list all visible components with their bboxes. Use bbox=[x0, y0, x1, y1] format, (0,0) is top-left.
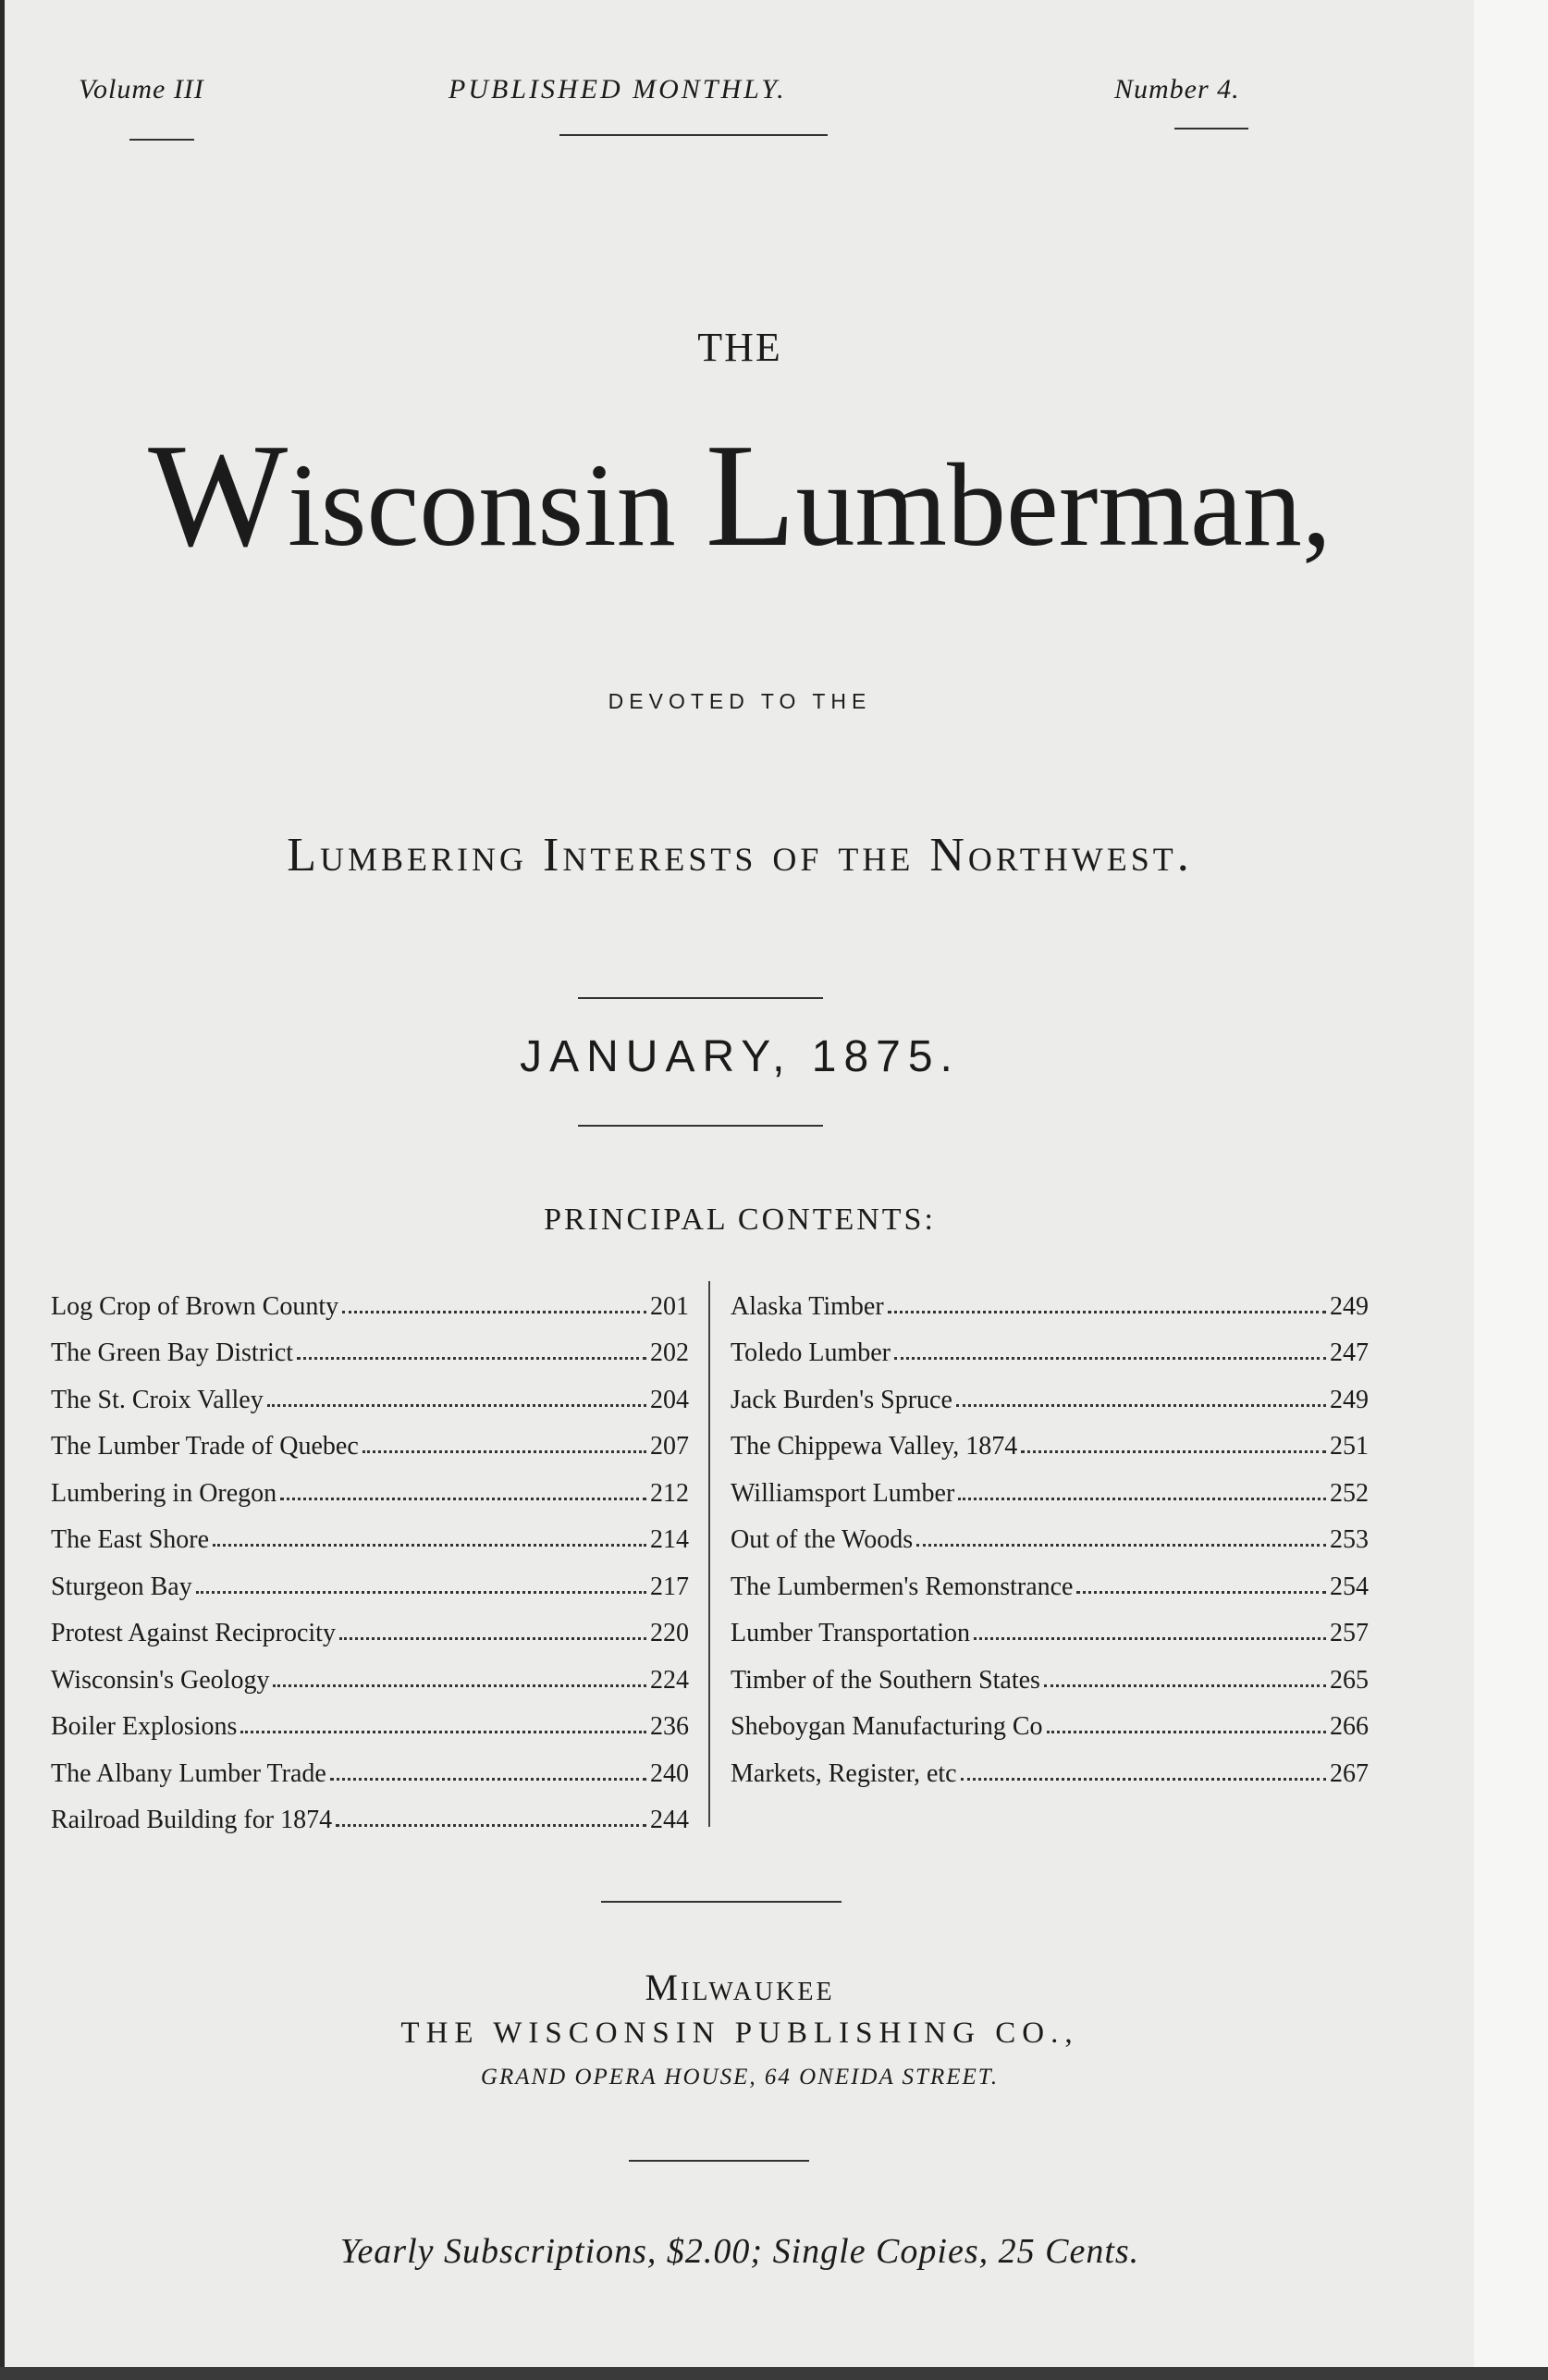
contents-entry-title: The East Shore bbox=[51, 1525, 210, 1554]
contents-entry bbox=[51, 1602, 689, 1649]
subscription-prices: Yearly Subscriptions, $2.00; Single Copies, 25 Cents. bbox=[339, 2232, 1140, 2271]
contents-entry bbox=[731, 1648, 1369, 1696]
contents-dot-leader bbox=[1021, 1450, 1326, 1453]
contents-entry bbox=[731, 1602, 1369, 1649]
page-bottom-edge bbox=[0, 2367, 1548, 2380]
contents-entry-page: 207 bbox=[650, 1432, 689, 1461]
contents-entry-page: 204 bbox=[650, 1385, 689, 1414]
contents-entry-title: Williamsport Lumber bbox=[731, 1478, 955, 1508]
contents-entry-title: The Chippewa Valley, 1874 bbox=[731, 1432, 1018, 1461]
issue-date: JANUARY, 1875. bbox=[520, 1032, 960, 1081]
contents-dot-leader bbox=[267, 1404, 646, 1407]
contents-entry-page: 267 bbox=[1330, 1758, 1369, 1788]
contents-dot-leader bbox=[342, 1311, 646, 1313]
contents-entry bbox=[731, 1742, 1369, 1789]
publisher-name: THE WISCONSIN PUBLISHING CO., bbox=[400, 2016, 1079, 2050]
contents-entry-page: 244 bbox=[650, 1806, 689, 1834]
date-rule-bottom bbox=[578, 1125, 823, 1127]
contents-entry bbox=[51, 1461, 689, 1509]
contents-entry-page: 212 bbox=[650, 1478, 689, 1508]
contents-dot-leader bbox=[974, 1637, 1326, 1640]
contents-entry-page: 236 bbox=[650, 1712, 689, 1741]
magazine-title bbox=[0, 413, 1480, 577]
contents-entry-title: Wisconsin's Geology bbox=[51, 1665, 270, 1695]
contents-entry-title: The Green Bay District bbox=[51, 1338, 294, 1367]
contents-entry-title: Toledo Lumber bbox=[731, 1338, 891, 1367]
volume-underline bbox=[129, 139, 194, 141]
contents-entry bbox=[51, 1555, 689, 1602]
publisher-address: GRAND OPERA HOUSE, 64 ONEIDA STREET. bbox=[480, 2065, 1000, 2090]
contents-entry bbox=[731, 1696, 1369, 1743]
contents-entry-page: 247 bbox=[1330, 1338, 1369, 1367]
contents-entry bbox=[51, 1509, 689, 1556]
contents-entry-title: Lumber Transportation bbox=[731, 1619, 970, 1647]
publication-frequency: PUBLISHED MONTHLY. bbox=[448, 74, 787, 105]
contents-entry-title: Log Crop of Brown County bbox=[51, 1291, 339, 1321]
contents-entry bbox=[51, 1275, 689, 1322]
contents-dot-leader bbox=[339, 1637, 646, 1640]
imprint-rule bbox=[601, 1901, 842, 1903]
contents-entry-title: The Lumbermen's Remonstrance bbox=[731, 1572, 1074, 1601]
title-initial-l: L bbox=[705, 413, 796, 577]
contents-entry-title: Sheboygan Manufacturing Co bbox=[731, 1712, 1043, 1741]
contents-entry bbox=[51, 1368, 689, 1415]
issue-number: Number 4. bbox=[1114, 74, 1240, 105]
contents-left-column bbox=[51, 1275, 689, 1835]
contents-entry bbox=[51, 1696, 689, 1743]
title-word-wisconsin: isconsin bbox=[288, 439, 706, 571]
contents-dot-leader bbox=[956, 1404, 1326, 1407]
contents-dot-leader bbox=[1047, 1731, 1327, 1733]
title-word-lumberman: umberman, bbox=[795, 439, 1332, 571]
contents-entry-page: 257 bbox=[1330, 1619, 1369, 1647]
contents-entry-page: 224 bbox=[650, 1665, 689, 1695]
contents-entry-page: 202 bbox=[650, 1338, 689, 1367]
contents-entry-title: Markets, Register, etc bbox=[731, 1758, 957, 1788]
contents-entry-page: 252 bbox=[1330, 1478, 1369, 1508]
contents-entry bbox=[731, 1555, 1369, 1602]
contents-entry bbox=[731, 1322, 1369, 1369]
contents-entry-page: 217 bbox=[650, 1572, 689, 1601]
contents-entry-page: 201 bbox=[650, 1291, 689, 1321]
page-right-margin bbox=[1474, 0, 1548, 2380]
contents-entry-page: 220 bbox=[650, 1619, 689, 1647]
contents-entry-page: 266 bbox=[1330, 1712, 1369, 1741]
contents-entry bbox=[731, 1368, 1369, 1415]
contents-entry-title: Jack Burden's Spruce bbox=[731, 1385, 952, 1414]
contents-entry bbox=[731, 1275, 1369, 1322]
contents-heading: PRINCIPAL CONTENTS: bbox=[544, 1202, 936, 1237]
publication-city: Milwaukee bbox=[645, 1967, 835, 2008]
contents-entry bbox=[731, 1509, 1369, 1556]
contents-entry bbox=[51, 1789, 689, 1836]
contents-entry bbox=[51, 1415, 689, 1462]
subscription-rule bbox=[629, 2160, 809, 2162]
contents-dot-leader bbox=[888, 1311, 1326, 1313]
contents-dot-leader bbox=[1076, 1591, 1326, 1594]
contents-dot-leader bbox=[330, 1778, 646, 1781]
contents-entry-page: 251 bbox=[1330, 1432, 1369, 1461]
contents-dot-leader bbox=[196, 1591, 646, 1594]
title-article: THE bbox=[697, 325, 782, 370]
contents-entry-title: Railroad Building for 1874 bbox=[51, 1806, 333, 1834]
contents-dot-leader bbox=[894, 1357, 1326, 1360]
contents-dot-leader bbox=[280, 1498, 646, 1500]
contents-entry bbox=[731, 1415, 1369, 1462]
contents-entry bbox=[731, 1461, 1369, 1509]
subtitle-interests: Lumbering Interests of the Northwest. bbox=[287, 829, 1193, 882]
contents-entry-title: Boiler Explosions bbox=[51, 1712, 238, 1741]
contents-entry-title: Lumbering in Oregon bbox=[51, 1478, 277, 1508]
contents-entry-page: 254 bbox=[1330, 1572, 1369, 1601]
published-underline bbox=[559, 134, 828, 136]
volume-label: Volume III bbox=[79, 74, 204, 105]
contents-dot-leader bbox=[961, 1778, 1326, 1781]
contents-entry-page: 253 bbox=[1330, 1525, 1369, 1554]
contents-dot-leader bbox=[1044, 1684, 1326, 1687]
contents-entry-title: Sturgeon Bay bbox=[51, 1572, 192, 1601]
contents-entry-title: Protest Against Reciprocity bbox=[51, 1619, 336, 1647]
contents-dot-leader bbox=[240, 1731, 646, 1733]
contents-dot-leader bbox=[273, 1684, 646, 1687]
contents-dot-leader bbox=[362, 1450, 646, 1453]
contents-dot-leader bbox=[958, 1498, 1326, 1500]
contents-dot-leader bbox=[213, 1544, 646, 1547]
title-initial-w: W bbox=[148, 413, 289, 577]
contents-entry-page: 249 bbox=[1330, 1385, 1369, 1414]
contents-entry-title: The St. Croix Valley bbox=[51, 1385, 264, 1414]
contents-entry-page: 240 bbox=[650, 1758, 689, 1788]
devoted-line: DEVOTED TO THE bbox=[608, 689, 872, 713]
contents-column-divider bbox=[708, 1281, 710, 1827]
contents-entry-title: The Albany Lumber Trade bbox=[51, 1758, 326, 1788]
contents-entry bbox=[51, 1648, 689, 1696]
contents-dot-leader bbox=[336, 1824, 646, 1827]
contents-entry-title: Out of the Woods bbox=[731, 1525, 914, 1554]
contents-entry-title: The Lumber Trade of Quebec bbox=[51, 1432, 359, 1461]
contents-dot-leader bbox=[916, 1544, 1326, 1547]
contents-right-column bbox=[731, 1275, 1369, 1789]
contents-entry bbox=[51, 1742, 689, 1789]
contents-entry-title: Alaska Timber bbox=[731, 1291, 884, 1321]
contents-entry-page: 249 bbox=[1330, 1291, 1369, 1321]
number-underline bbox=[1174, 128, 1248, 129]
contents-entry bbox=[51, 1322, 689, 1369]
contents-entry-page: 265 bbox=[1330, 1665, 1369, 1695]
contents-dot-leader bbox=[297, 1357, 646, 1360]
date-rule-top bbox=[578, 997, 823, 999]
contents-entry-title: Timber of the Southern States bbox=[731, 1665, 1040, 1695]
contents-entry-page: 214 bbox=[650, 1525, 689, 1554]
